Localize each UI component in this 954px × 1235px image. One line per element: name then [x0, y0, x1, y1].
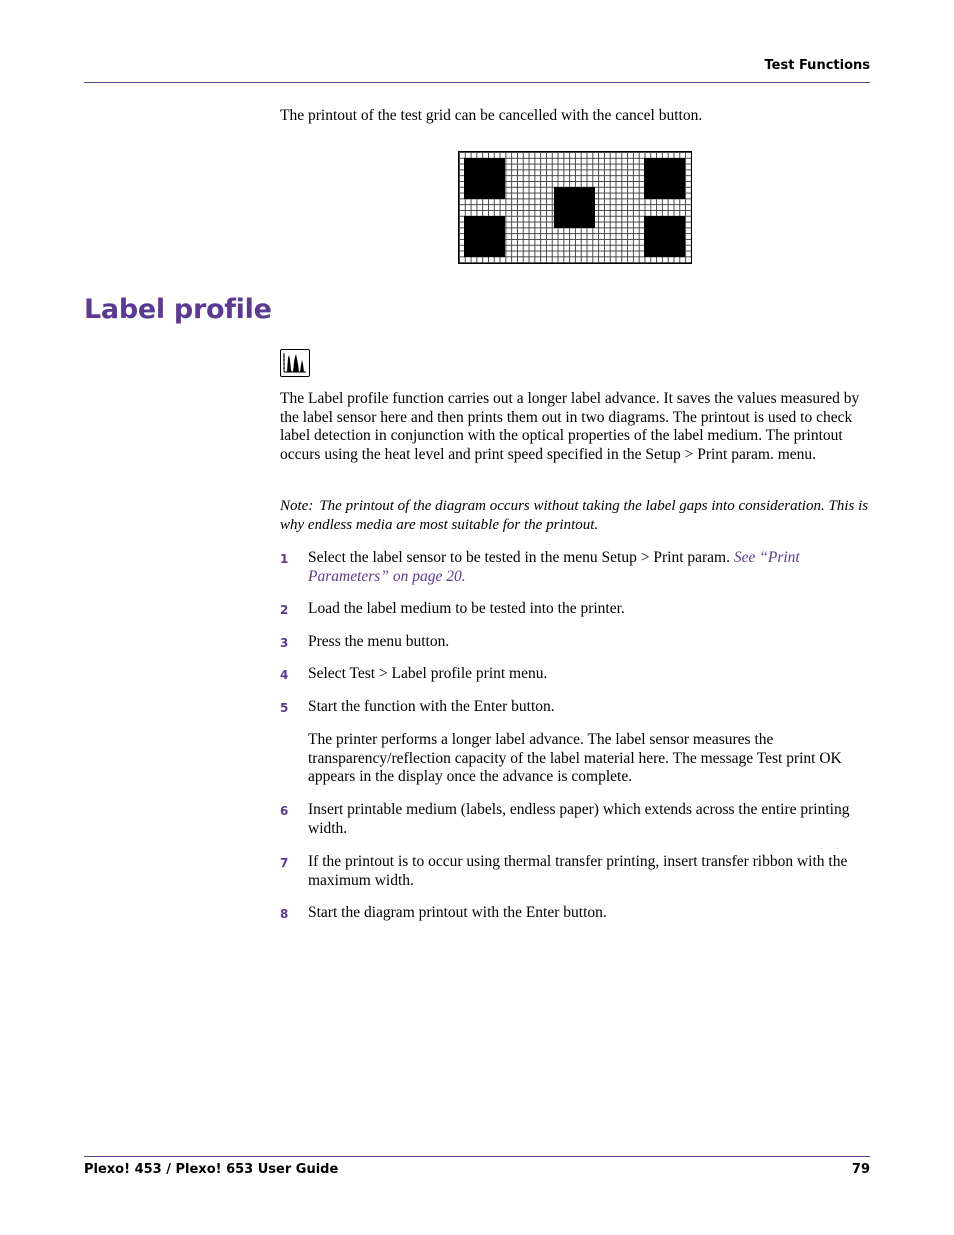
list-item — [280, 698, 870, 717]
step-number: 4 — [280, 668, 289, 682]
step-result-paragraph — [280, 731, 870, 787]
label-profile-histogram-icon — [280, 349, 310, 377]
grid-block-top-right — [644, 158, 685, 199]
cross-reference-link[interactable]: See “Print Parameters” on page 20. — [308, 549, 800, 585]
list-item — [280, 600, 870, 619]
step-text: Press the menu button. — [308, 633, 450, 650]
note-block — [280, 497, 870, 534]
step-result-text: The printer performs a longer label advance. The label sensor measures the transparency/reflection capacity of the label material here. The message Test print OK appears in the display once the advance is complete. — [308, 731, 842, 786]
section-heading: Label profile — [84, 294, 272, 325]
step-number: 8 — [280, 907, 289, 921]
list-item — [280, 665, 870, 684]
step-number: 5 — [280, 701, 289, 715]
note-label: Note: — [280, 498, 314, 514]
footer-guide-title: Plexo! 453 / Plexo! 653 User Guide — [84, 1162, 339, 1177]
step-number: 6 — [280, 804, 289, 818]
grid-block-bottom-left — [464, 216, 505, 257]
step-text: Start the diagram printout with the Enter button. — [308, 904, 607, 921]
note-text: The printout of the diagram occurs without taking the label gaps into consideration. This is why endless media are most suitable for the printout. — [280, 498, 869, 533]
test-grid-figure — [458, 151, 692, 264]
list-item — [280, 904, 870, 923]
running-header-title: Test Functions — [764, 58, 870, 73]
list-item — [280, 633, 870, 652]
header-rule — [84, 82, 870, 83]
footer-rule — [84, 1156, 870, 1157]
list-item — [280, 549, 870, 586]
step-number: 7 — [280, 856, 289, 870]
page-number: 79 — [851, 1162, 870, 1177]
step-text: If the printout is to occur using thermal transfer printing, insert transfer ribbon with the maximum width. — [308, 853, 848, 889]
step-text: Start the function with the Enter button. — [308, 698, 555, 715]
step-text: Select the label sensor to be tested in the menu Setup > Print param. — [308, 549, 730, 566]
grid-block-bottom-right — [644, 216, 685, 257]
step-number: 1 — [280, 552, 289, 566]
step-text: Load the label medium to be tested into the printer. — [308, 600, 625, 617]
grid-block-top-left — [464, 158, 505, 199]
step-number: 3 — [280, 636, 289, 650]
intro-paragraph: The printout of the test grid can be cancelled with the cancel button. — [280, 107, 703, 124]
step-number: 2 — [280, 603, 289, 617]
list-item — [280, 801, 870, 838]
section-description: The Label profile function carries out a longer label advance. It saves the values measured by the label sensor here and then prints them out in two diagrams. The printout is used to check label detection in conjunction with the optical properties of the label medium. The printout occurs using the heat level and print speed specified in the Setup > Print param. menu. — [280, 390, 860, 464]
grid-block-center — [554, 187, 595, 228]
step-text: Select Test > Label profile print menu. — [308, 665, 548, 682]
step-text: Insert printable medium (labels, endless paper) which extends across the entire printing width. — [308, 801, 850, 837]
list-item — [280, 853, 870, 890]
